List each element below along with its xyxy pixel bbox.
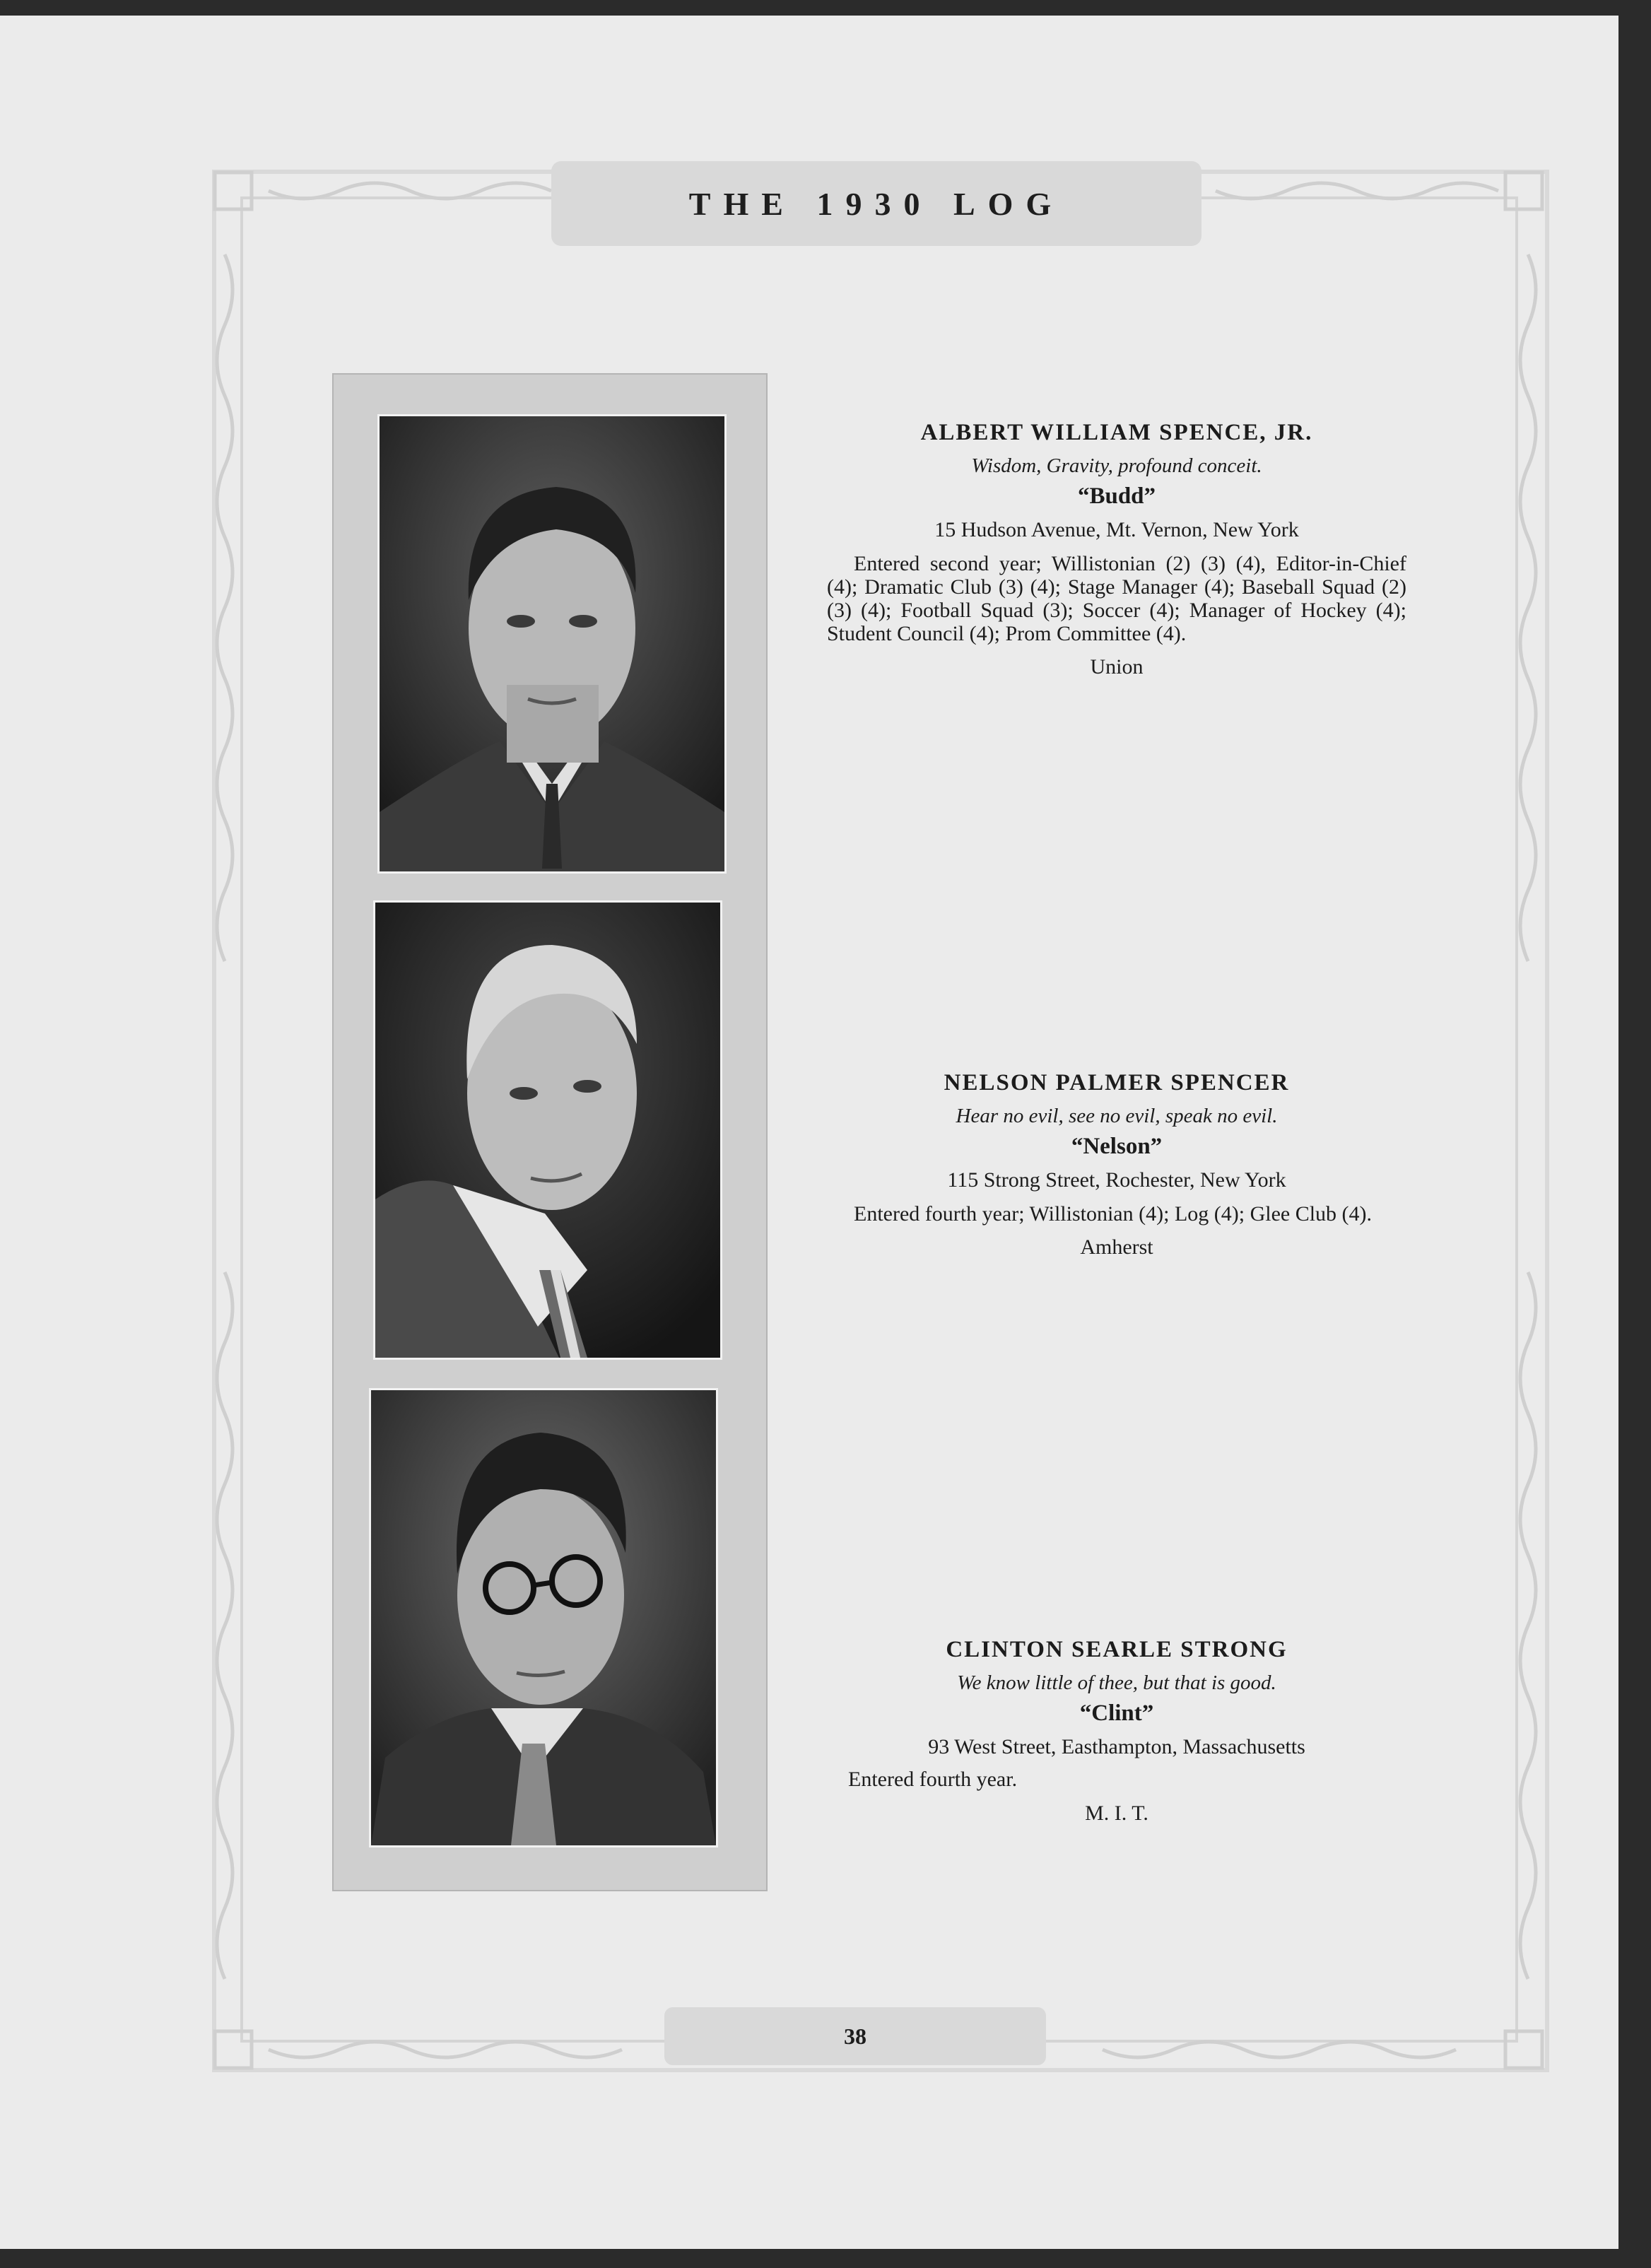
student-college: M. I. T. [1085, 1802, 1148, 1825]
portrait-photo-2 [373, 900, 722, 1360]
portrait-photo-1 [377, 414, 727, 874]
student-college: Amherst [1080, 1235, 1153, 1259]
student-address: 15 Hudson Avenue, Mt. Vernon, New York [934, 518, 1299, 541]
student-motto: Hear no evil, see no evil, speak no evil. [956, 1105, 1278, 1127]
student-entry-1 [827, 420, 1406, 679]
student-entry-3 [827, 1637, 1406, 1826]
student-entry-2 [827, 1070, 1406, 1259]
student-name: ALBERT WILLIAM SPENCE, JR. [920, 420, 1313, 445]
portrait-image [375, 903, 720, 1358]
student-motto: Wisdom, Gravity, profound conceit. [971, 454, 1262, 477]
page-title: THE 1930 LOG [688, 185, 1064, 222]
portrait-image [371, 1390, 716, 1845]
student-record: Entered second year; Willistonian (2) (3) (4), Editor-in-Chief (4); Dramatic Club (3) (4); Stage Manager (4); Baseball Squad (2) (3) (4); Football Squad (3); Soccer (4); Manager of Hockey (4); Student Council (4); Prom Committee (4). [827, 552, 1406, 645]
student-motto: We know little of thee, but that is good. [957, 1671, 1276, 1694]
page-number: 38 [844, 2023, 866, 2049]
student-name: NELSON PALMER SPENCER [944, 1070, 1290, 1095]
footer-banner [664, 2007, 1046, 2065]
student-nickname: “Budd” [1077, 483, 1156, 509]
student-record: Entered fourth year. [848, 1768, 1018, 1791]
portrait-image [380, 416, 724, 871]
student-nickname: “Clint” [1079, 1700, 1154, 1726]
portrait-photo-3 [369, 1388, 718, 1847]
student-address: 115 Strong Street, Rochester, New York [947, 1168, 1286, 1192]
student-name: CLINTON SEARLE STRONG [946, 1637, 1288, 1662]
student-nickname: “Nelson” [1071, 1134, 1163, 1159]
header-banner [551, 161, 1201, 246]
student-college: Union [1090, 655, 1144, 678]
student-record: Entered fourth year; Willistonian (4); Log (4); Glee Club (4). [854, 1202, 1373, 1226]
student-address: 93 West Street, Easthampton, Massachusetts [928, 1735, 1305, 1758]
